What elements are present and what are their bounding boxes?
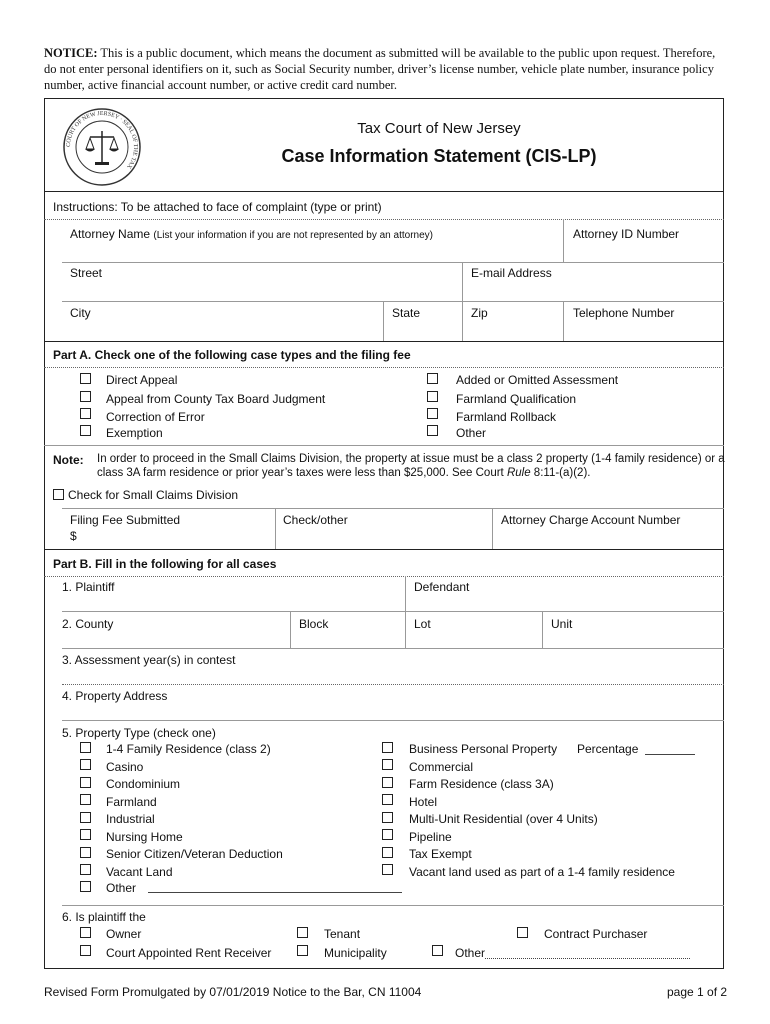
zip-field[interactable]: Zip (471, 306, 488, 320)
checkbox[interactable] (80, 829, 91, 840)
property-type-option: Hotel (409, 795, 438, 809)
case-type-label: Farmland Rollback (456, 410, 557, 424)
divider (275, 508, 276, 549)
case-type-label: Other (456, 426, 487, 440)
checkbox[interactable] (80, 373, 91, 384)
note-rule: Rule (506, 467, 531, 479)
checkbox[interactable] (80, 425, 91, 436)
property-type-option: Commercial (409, 760, 474, 774)
divider (44, 341, 724, 342)
part-b-heading: Part B. Fill in the following for all cases (53, 557, 277, 571)
divider (62, 611, 724, 612)
check-other-field[interactable]: Check/other (283, 513, 348, 527)
divider (542, 611, 543, 648)
divider (62, 648, 724, 649)
checkbox[interactable] (427, 408, 438, 419)
city-field[interactable]: City (70, 306, 91, 320)
form-title: Case Information Statement (CIS-LP) (281, 146, 597, 166)
divider (62, 905, 724, 906)
other-blank-line[interactable] (148, 892, 402, 893)
property-type-option: Industrial (106, 812, 155, 826)
seal-text: COURT OF NEW JERSEY · SEAL OF THE TAX (65, 110, 139, 170)
property-type-option: Vacant land used as part of a 1-4 family residence (409, 865, 675, 879)
lot-field[interactable]: Lot (414, 617, 431, 631)
percentage-label: Percentage (577, 742, 639, 756)
property-type-option: Senior Citizen/Veteran Deduction (106, 847, 283, 861)
charge-account-field[interactable]: Attorney Charge Account Number (501, 513, 681, 527)
page-number: page 1 of 2 (667, 985, 728, 999)
checkbox[interactable] (80, 847, 91, 858)
divider (62, 720, 724, 721)
divider (563, 219, 564, 262)
attorney-name-field[interactable] (70, 227, 433, 241)
instructions: Instructions: To be attached to face of complaint (type or print) (53, 200, 382, 214)
dollar-sign: $ (70, 529, 77, 543)
divider (405, 576, 406, 611)
public-notice (44, 45, 730, 93)
checkbox[interactable] (80, 812, 91, 823)
court-name: Tax Court of New Jersey (357, 120, 521, 137)
property-type-option: Business Personal Property (409, 742, 558, 756)
note-line-1: In order to proceed in the Small Claims Division, the property at issue must be a class 2 property (1-4 family residence) or a (97, 453, 725, 465)
property-type-option: Casino (106, 760, 144, 774)
divider (44, 549, 724, 550)
street-field[interactable]: Street (70, 266, 103, 280)
block-field[interactable]: Block (299, 617, 329, 631)
property-type-option: Farmland (106, 795, 157, 809)
property-type-option: Other (106, 881, 137, 895)
plaintiff-field[interactable]: 1. Plaintiff (62, 580, 115, 594)
case-type-label: Exemption (106, 426, 163, 440)
checkbox[interactable] (80, 881, 91, 892)
assessment-year-field[interactable]: 3. Assessment year(s) in contest (62, 653, 236, 667)
property-type-option: Multi-Unit Residential (over 4 Units) (409, 812, 598, 826)
other-checkbox[interactable] (432, 945, 443, 956)
attorney-name-label: Attorney Name (70, 227, 151, 241)
small-claims-label: Check for Small Claims Division (68, 488, 239, 502)
checkbox[interactable] (427, 425, 438, 436)
rent-receiver-checkbox[interactable] (80, 945, 91, 956)
divider (62, 262, 724, 263)
owner-checkbox[interactable] (80, 927, 91, 938)
property-type-option: 1-4 Family Residence (class 2) (106, 742, 271, 756)
is-plaintiff-label: 6. Is plaintiff the (62, 910, 146, 924)
divider (290, 611, 291, 648)
divider (62, 508, 724, 509)
property-type-label: 5. Property Type (check one) (62, 726, 216, 740)
checkbox[interactable] (382, 864, 393, 875)
small-claims-checkbox[interactable] (53, 489, 64, 500)
case-type-label: Farmland Qualification (456, 392, 577, 406)
footer-revision: Revised Form Promulgated by 07/01/2019 Notice to the Bar, CN 11004 (44, 985, 422, 999)
note-label: Note: (53, 453, 84, 467)
note-text: class 3A farm residence or prior year’s taxes were less than $25,000. See Court (97, 467, 507, 479)
note-text-end: 8:11-(a)(2). (530, 467, 591, 479)
attorney-name-note: (List your information if you are not represented by an attorney) (153, 230, 433, 241)
case-type-label: Appeal from County Tax Board Judgment (106, 392, 326, 406)
property-type-option: Nursing Home (106, 830, 183, 844)
case-type-label: Correction of Error (106, 410, 205, 424)
case-type-label: Added or Omitted Assessment (456, 373, 619, 387)
tenant-label: Tenant (324, 927, 361, 941)
checkbox[interactable] (80, 391, 91, 402)
checkbox[interactable] (427, 391, 438, 402)
rent-receiver-label: Court Appointed Rent Receiver (106, 946, 272, 960)
divider (44, 191, 724, 192)
part-a-heading: Part A. Check one of the following case types and the filing fee (53, 348, 411, 362)
divider (62, 301, 724, 302)
checkbox[interactable] (382, 777, 393, 788)
checkbox[interactable] (80, 864, 91, 875)
case-type-label: Direct Appeal (106, 373, 178, 387)
notice-text: This is a public document, which means the document as submitted will be available to the public upon request. Therefore, do not enter personal identifiers on it, such as Social Security number, driver’s license number, vehicle plate number, insurance policy number, active financial account number, or active credit card number. (44, 46, 716, 92)
property-type-option: Tax Exempt (409, 847, 472, 861)
property-type-option: Vacant Land (106, 865, 173, 879)
checkbox[interactable] (382, 829, 393, 840)
checkbox[interactable] (382, 794, 393, 805)
checkbox[interactable] (80, 759, 91, 770)
notice-label: NOTICE: (44, 46, 98, 60)
divider (405, 611, 406, 648)
county-field[interactable]: 2. County (62, 617, 114, 631)
checkbox[interactable] (382, 759, 393, 770)
owner-label: Owner (106, 927, 142, 941)
contract-purchaser-checkbox[interactable] (517, 927, 528, 938)
divider (383, 301, 384, 341)
checkbox[interactable] (382, 742, 393, 753)
attorney-id-field[interactable]: Attorney ID Number (573, 227, 680, 241)
divider (44, 445, 724, 446)
checkbox[interactable] (382, 812, 393, 823)
divider (492, 508, 493, 549)
checkbox[interactable] (80, 408, 91, 419)
telephone-field[interactable]: Telephone Number (573, 306, 675, 320)
divider (462, 262, 463, 341)
municipality-label: Municipality (324, 946, 387, 960)
contract-purchaser-label: Contract Purchaser (544, 927, 648, 941)
municipality-checkbox[interactable] (297, 945, 308, 956)
divider (563, 301, 564, 341)
property-address-field[interactable]: 4. Property Address (62, 689, 168, 703)
property-type-option: Pipeline (409, 830, 452, 844)
note-line-2 (97, 467, 590, 479)
divider (62, 684, 724, 685)
state-field[interactable]: State (392, 306, 421, 320)
tenant-checkbox[interactable] (297, 927, 308, 938)
checkbox[interactable] (80, 742, 91, 753)
filing-fee-field[interactable]: Filing Fee Submitted (70, 513, 181, 527)
other-label: Other (455, 946, 486, 960)
checkbox[interactable] (80, 777, 91, 788)
divider (44, 219, 724, 220)
email-field[interactable]: E-mail Address (471, 266, 552, 280)
checkbox[interactable] (382, 847, 393, 858)
divider (44, 576, 724, 577)
divider (44, 367, 724, 368)
property-type-option: Condominium (106, 777, 181, 791)
defendant-field[interactable]: Defendant (414, 580, 470, 594)
checkbox[interactable] (80, 794, 91, 805)
percentage-blank[interactable] (645, 754, 695, 755)
other-blank-line[interactable] (485, 958, 690, 959)
property-type-option: Farm Residence (class 3A) (409, 777, 554, 791)
unit-field[interactable]: Unit (551, 617, 573, 631)
checkbox[interactable] (427, 373, 438, 384)
